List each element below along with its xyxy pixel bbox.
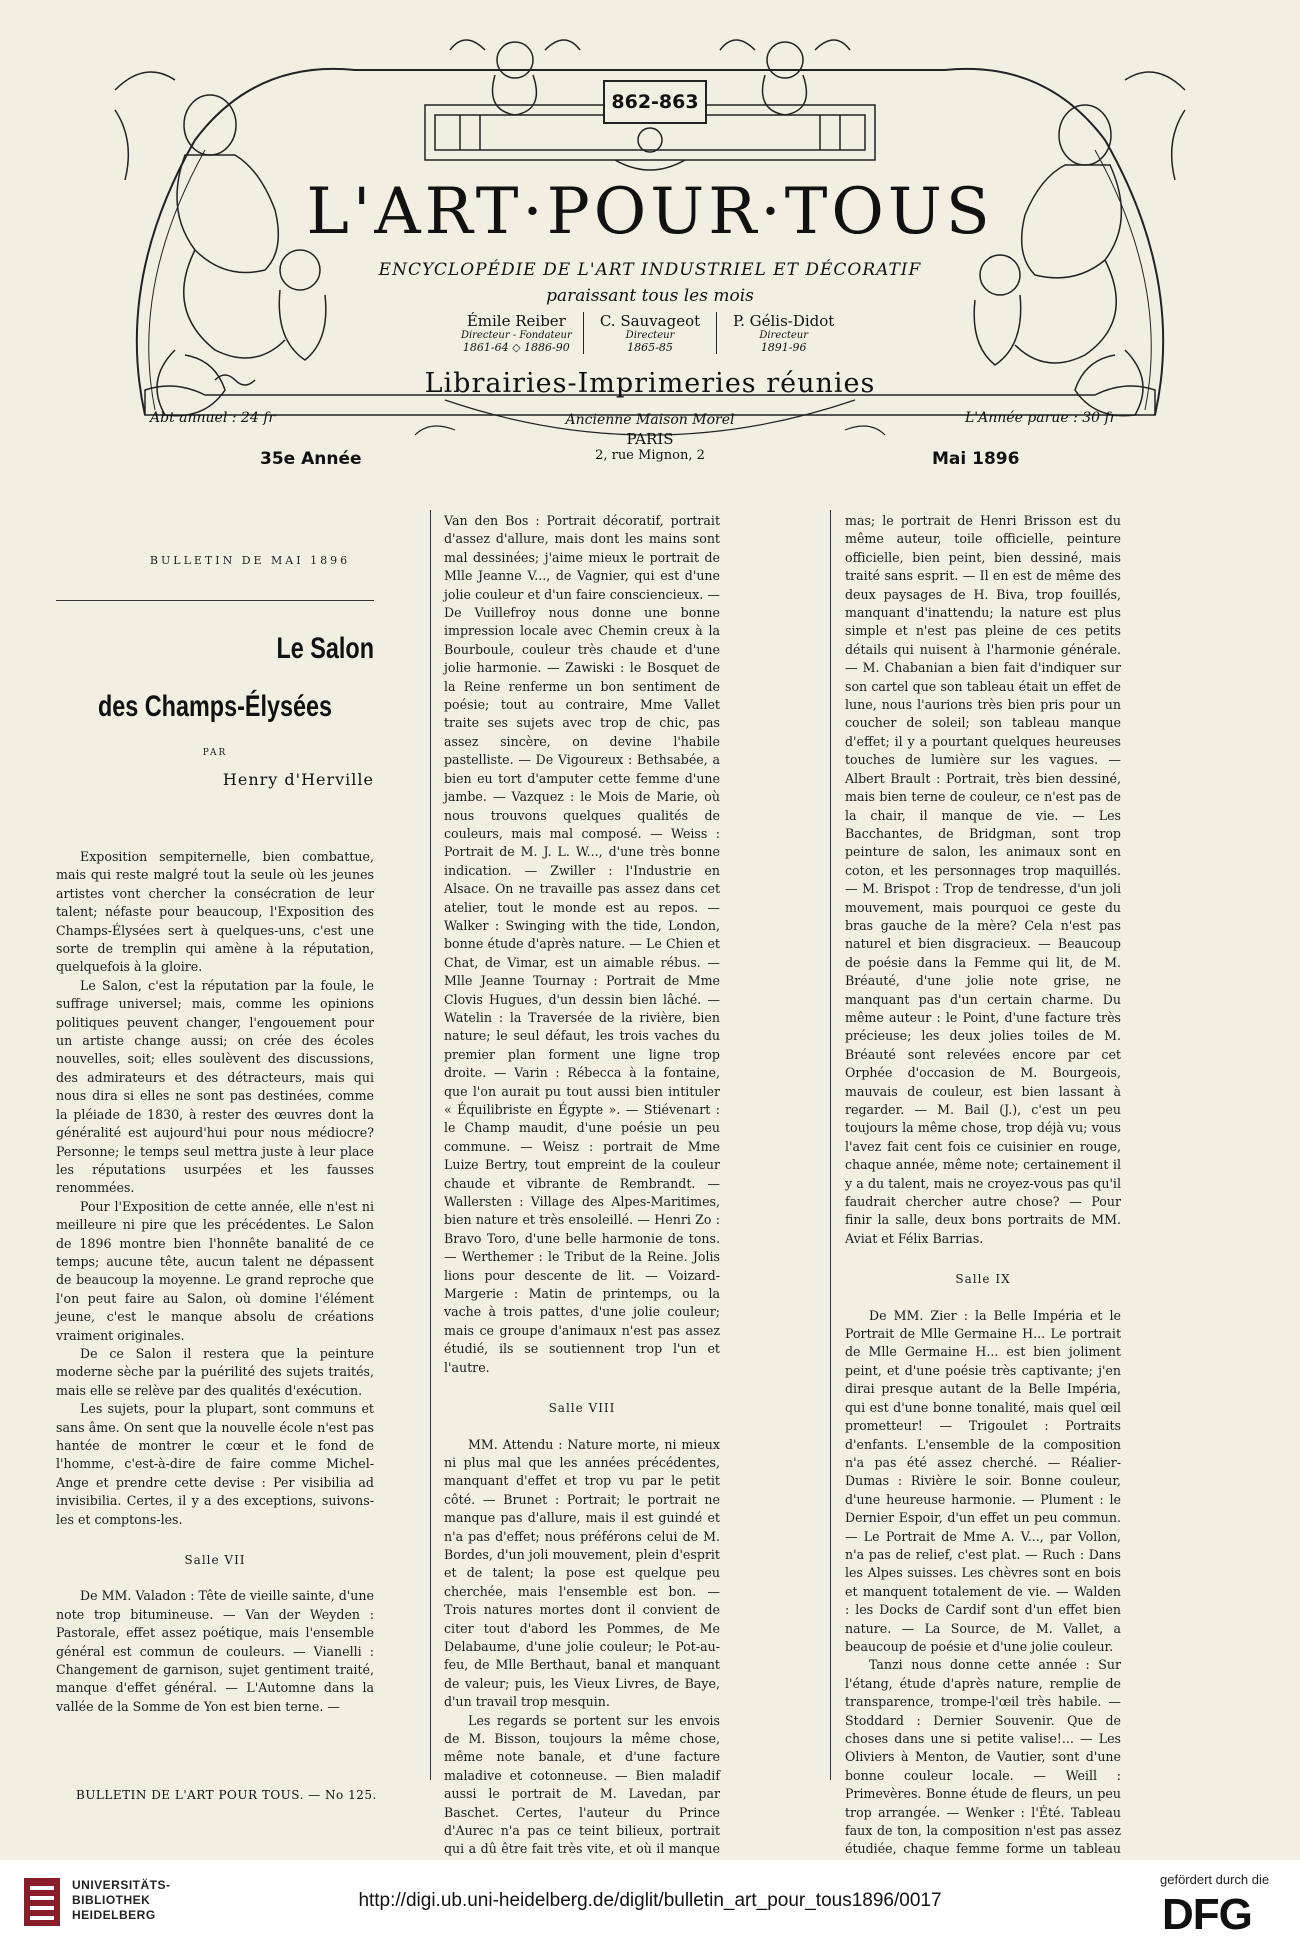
director-role: Directeur - Fondateur [460, 330, 572, 341]
director-role: Directeur [759, 330, 809, 341]
director-name: C. Sauvageot [599, 312, 701, 330]
journal-tagline: paraissant tous les mois [546, 286, 754, 306]
paragraph: Les sujets, pour la plupart, sont communs et sans âme. On sent que la nouvelle école n'est pas hantée de montrer le cœur et le fond de l'homme, c'est-à-dire de faire comme Michel-Ange et prendre cette devise : Per visibilia ad invisibilia. Certes, il y a des exceptions, suivons-les et comptons-les. [56, 1401, 374, 1527]
author: Henry d'Herville [222, 770, 374, 789]
column-1 [56, 848, 374, 1716]
column-divider [430, 510, 431, 1780]
city: PARIS [626, 430, 674, 448]
paragraph: Le Salon, c'est la réputation par la foule, le suffrage universel; mais, comme les opinions politiques peuvent changer, l'engouement pour un artiste change aussi; on crée des écoles nouvelles, soit; elles soulèvent des discussions, des admirateurs et des détracteurs, mais qui nous dira si elles ne sont pas destinées, comme la pléiade de 1830, à rester des œuvres dont la généralité est aujourd'hui pour nous médiocre? Personne; le temps seul mettra juste à leur place les réputations usurpées et les fausses renommées. [56, 977, 374, 1196]
paragraph: De MM. Valadon : Tête de vieille sainte, d'une note trop bitumineuse. — Van der Weyden : Pastorale, effet assez poétique, mais l'ensemble général est commun de couleurs. — Vianelli : Changement de garnison, sujet gentiment traité, manque d'effet général. — L'Automne dans la vallée de la Somme de Yon est bien terne. — [56, 1588, 374, 1714]
viewer-footer-bar [0, 1860, 1300, 1948]
section-heading-salle-9: Salle IX [955, 1272, 1011, 1287]
director-years: 1865-85 [627, 341, 673, 354]
issue-date: Mai 1896 [932, 449, 1020, 469]
director-gelis-didot [716, 312, 850, 354]
directors [450, 312, 850, 354]
library-name-line: UNIVERSITÄTS- [72, 1878, 171, 1892]
dfg-logo[interactable]: DFG [1162, 1890, 1252, 1939]
byline-par: PAR [202, 748, 228, 758]
subscription-price: Abt annuel : 24 fr [150, 410, 276, 426]
paragraph: mas; le portrait de Henri Brisson est du même auteur, toile officielle, peinture officielle, bien peint, bien dessiné, mais traité sans esprit. — Il en est de même des deux paysages de H. Biva, trop fouillés, manquant d'inattendu; la nature est plus simple et n'est pas pleine de ces petits détails qui nuisent à l'harmonie générale. — M. Chabanian a bien fait d'indiquer sur son cartel que son tableau était un effet de lune, nous l'aurions très bien pris pour un coucher de soleil; son tableau manque d'effet; il y a pourtant quelques heureuses touches de lumière sur les vagues. — Albert Brault : Portrait, très bien dessiné, mais bien terne de couleur, ce n'est pas de la chair, il manque de vie. — Les Bacchantes, de Bridgman, sont trop peinture de salon, les animaux sont en coton, et les personnages trop maquillés. — M. Brispot : Trop de tendresse, d'un joli mouvement, mais pourquoi ce geste du bras gauche de la mère? Cela n'est pas naturel et bien disgracieux. — Beaucoup de poésie dans la Femme qui lit, de M. Bréauté, d'une jolie note grise, ne manquant pas d'un certain charme. Du même auteur : le Point, d'une facture très précieuse; les deux jolies toiles de M. Bréauté sont relevées encore par cet Orphée d'occasion de M. Bourgeois, mauvais de couleur, est bien lassant à regarder. — M. Bail (J.), c'est un peu toujours la même chose, trop déjà vu; vous l'avez fait cent fois ce cuisinier en rouge, chaque année, même note; certainement il y a du talent, mais ne croyez-vous pas qu'il faudrait chercher autre chose? — Pour finir la salle, deux bons portraits de MM. Aviat et Félix Barrias. [845, 513, 1121, 1246]
column-divider [830, 510, 831, 1780]
director-years: 1861-64 ◇ 1886-90 [462, 341, 570, 354]
paragraph: Van den Bos : Portrait décoratif, portrait d'assez d'allure, mais dont les mains sont mal dessinées; j'aime mieux le portrait de Mlle Jeanne V..., de Vagnier, qui est d'une jolie couleur et d'un faire consciencieux. — De Vuillefroy nous donne une bonne impression locale avec Chemin creux à la Bourboule, couleur très chaude et d'une jolie harmonie. — Zawiski : le Bosquet de la Reine renferme un bon sentiment de poésie; tout au contraire, Mme Vallet traite ses sujets avec trop de chic, pas assez sincère, on devine l'habile pastelliste. — De Vigoureux : Bethsabée, a bien eu tort d'amputer cette femme d'une jambe. — Vazquez : le Mois de Marie, où nous trouvons quelques qualités de couleurs, mais mal composé. — Weiss : Portrait de M. J. L. W..., d'une très bonne indication. — Zwiller : l'Industrie en Alsace. On ne travaille pas assez dans cet atelier, tout le monde est au repos. — Walker : Swinging with the tide, London, bonne étude d'après nature. — Le Chien et Chat, de Vimar, est un aimable rébus. — Mlle Jeanne Tournay : Portrait de Mme Clovis Hugues, d'un dessin bien lâché. — Watelin : la Traversée de la rivière, bien nature; le seul défaut, les trois vaches du premier plan forment une ligne trop droite. — Varin : Rébecca à la fontaine, que l'on aurait pu tout aussi bien intituler « Équilibriste en Égypte ». — Stiévenart : le Champ maudit, d'une poésie un peu commune. — Weisz : portrait de Mme Luize Bertry, tout empreint de la couleur chaude et vibrante de Rembrandt. — Wallersten : Village des Alpes-Maritimes, bien nature et très ensoleillé. — Henri Zo : Bravo Toro, d'une belle harmonie de tons. — Werthemer : le Tribut de la Reine. Jolis lions pour descente de lit. — Voizard-Margerie : Matin de printemps, ou la vache à trois pattes, d'une jolie couleur; mais ce groupe d'animaux n'est pas assez étudié, ils se soutiennent trop l'un et l'autre. [444, 513, 720, 1375]
page-footer: BULLETIN DE L'ART POUR TOUS. — No 125. [76, 1788, 377, 1802]
bulletin-heading: BULLETIN DE MAI 1896 [149, 554, 351, 567]
column-2 [444, 512, 720, 1896]
director-years: 1891-96 [760, 341, 807, 354]
funded-by-label: gefördert durch die [1160, 1872, 1270, 1887]
journal-subtitle: ENCYCLOPÉDIE DE L'ART INDUSTRIEL ET DÉCORATIF [378, 260, 922, 280]
paragraph: Pour l'Exposition de cette année, elle n'est ni meilleure ni pire que les précédentes. Le Salon de 1896 montre bien l'honnête banalité de ce temps; aucune tête, aucun talent ne dépassent de beaucoup la moyenne. Le grand reproche que l'on peut faire au Salon, où domine l'élément jeune, c'est le manque absolu de créations vraiment originales. [56, 1198, 374, 1343]
director-sauvageot [583, 312, 717, 354]
paragraph: Tanzi nous donne cette année : Sur l'étang, étude d'après nature, remplie de transparence, trompe-l'œil très habile. — Stoddard : Dernier Souvenir. Que de choses dans une si petite valise!... — Les Oliviers à Menton, de Vautier, sont d'une bonne couleur locale. — Weill : Primevères. Bonne étude de fleurs, un peu trop arrangée. — Wenker : l'Été. Tableau faux de ton, la composition n'est pas assez étudiée, chaque femme forme un tableau [845, 1657, 1121, 1857]
paragraph: MM. Attendu : Nature morte, ni mieux ni plus mal que les années précédentes, manquant d'effet et trop vu par le petit côté. — Brunet : Portrait; le portrait ne manque pas d'allure, mais il est guindé et n'a pas d'effet; nous préférons celui de M. Bordes, d'un joli mouvement, plein d'esprit et de talent; la pose est quelque peu cherchée, mais l'ensemble est bon. — Trois natures mortes dont il convient de citer tout d'abord les Pommes, de Me Delabaume, d'une jolie couleur; le Pot-au-feu, de Mlle Berthaut, banal et manquant de valeur; puis, les Vieux Livres, de Baye, d'un travail trop mesquin. [444, 1436, 720, 1710]
paragraph: De ce Salon il restera que la peinture moderne sèche par la puérilité des sujets traités, mais elle se relève par des qualités d'exécution. [56, 1345, 374, 1398]
paragraph: Exposition sempiternelle, bien combattue, mais qui reste malgré tout la seule où les jeunes artistes vont chercher la consécration de leur talent; néfaste pour beaucoup, l'Exposition des Champs-Élysées sert à quelques-uns, c'est une sorte de tremplin qui amène à la réputation, quelquefois à la gloire. [56, 849, 374, 975]
volume-year: 35e Année [260, 449, 362, 469]
journal-title: L'ART·POUR·TOUS [306, 175, 994, 249]
article-title-line1: Le Salon [276, 632, 374, 665]
section-heading-salle-8: Salle VIII [548, 1401, 616, 1416]
heading-rule [56, 600, 374, 601]
paragraph: Les regards se portent sur les envois de M. Bisson, toujours la même chose, même note banale, et d'une facture maladive et cotonneuse. — Bien maladif aussi le portrait de M. Lavedan, par Baschet. Certes, l'auteur du Prince d'Aurec n'a pas ce teint bilieux, portrait qui a dû être fait très vite, et où il manque [444, 1712, 720, 1857]
library-name-line: BIBLIOTHEK [72, 1893, 151, 1907]
director-name: P. Gélis-Didot [733, 312, 835, 330]
director-name: Émile Reiber [466, 312, 566, 330]
publisher: Librairies-Imprimeries réunies [424, 368, 876, 399]
section-heading-salle-7: Salle VII [184, 1553, 246, 1568]
director-reiber [450, 312, 583, 354]
column-3 [845, 512, 1121, 1877]
address: 2, rue Mignon, 2 [595, 448, 705, 463]
library-name-line: HEIDELBERG [72, 1908, 156, 1922]
article-title-line2: des Champs-Élysées [97, 690, 333, 723]
director-role: Directeur [625, 330, 675, 341]
year-price: L'Année parue : 30 fr [965, 410, 1117, 426]
permalink-url[interactable]: http://digi.ub.uni-heidelberg.de/diglit/bulletin_art_pour_tous1896/0017 [358, 1890, 942, 1911]
former-house: Ancienne Maison Morel [565, 412, 735, 428]
paragraph: De MM. Zier : la Belle Impéria et le Portrait de Mlle Germaine H... Le portrait de Mlle Germaine H... est bien joliment peint, et d'une poésie très captivante; j'en dirai presque autant de la Belle Impéria, qui est d'une bonne tonalité, mais quel œil prometteur! — Trigoulet : Portraits d'enfants. L'ensemble de la composition n'a pas été assez cherché. — Réalier-Dumas : Rivière le soir. Bonne couleur, d'une heureuse harmonie. — Plument : le Dernier Espoir, d'un effet un peu commun. — Le Portrait de Mme A. V..., par Vollon, n'a pas de relief, c'est plat. — Ruch : Dans les Alpes suisses. Les chèvres sont en bois et manquent totalement de vie. — Walden : les Docks de Cardif sont d'un effet bien nature. — La Source, de M. Vallet, a beaucoup de poésie et d'une jolie couleur. [845, 1307, 1121, 1654]
issue-numbers: 862-863 [603, 80, 707, 124]
